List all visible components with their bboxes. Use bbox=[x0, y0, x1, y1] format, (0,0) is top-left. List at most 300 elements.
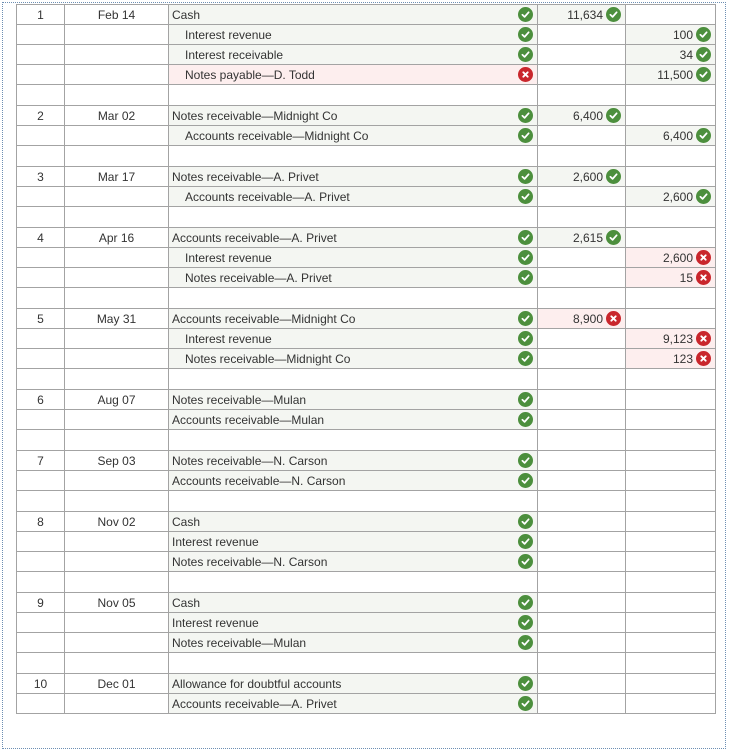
blank-cell bbox=[65, 653, 169, 674]
account-name: Accounts receivable—Midnight Co bbox=[185, 129, 369, 143]
account-name: Notes receivable—A. Privet bbox=[172, 170, 319, 184]
debit-input[interactable] bbox=[538, 106, 626, 126]
entry-date-cell bbox=[65, 268, 169, 288]
entry-date-cell bbox=[65, 167, 169, 187]
debit-input[interactable] bbox=[538, 187, 626, 207]
journal-row bbox=[17, 410, 716, 430]
entry-date-cell bbox=[65, 309, 169, 329]
journal-row bbox=[17, 349, 716, 369]
credit-input[interactable] bbox=[626, 167, 716, 187]
entry-separator-row bbox=[17, 146, 716, 167]
account-name: Cash bbox=[172, 596, 201, 610]
account-select[interactable] bbox=[169, 248, 538, 268]
debit-amount: 8,900 bbox=[572, 312, 603, 326]
blank-cell bbox=[626, 146, 716, 167]
check-circle-icon bbox=[518, 676, 533, 691]
account-select[interactable] bbox=[169, 349, 538, 369]
blank-cell bbox=[538, 288, 626, 309]
account-select[interactable] bbox=[169, 410, 538, 430]
blank-cell bbox=[538, 369, 626, 390]
debit-amount: 2,615 bbox=[572, 231, 603, 245]
credit-input[interactable] bbox=[626, 451, 716, 471]
credit-input[interactable] bbox=[626, 613, 716, 633]
blank-cell bbox=[169, 146, 538, 167]
account-select[interactable] bbox=[169, 25, 538, 45]
check-circle-icon bbox=[518, 108, 533, 123]
entry-number: 4 bbox=[37, 230, 44, 245]
account-select[interactable] bbox=[169, 694, 538, 714]
entry-separator-row bbox=[17, 85, 716, 106]
account-name: Accounts receivable—Mulan bbox=[172, 413, 325, 427]
blank-cell bbox=[538, 146, 626, 167]
check-circle-icon bbox=[518, 27, 533, 42]
entry-date: Feb 14 bbox=[97, 7, 136, 22]
account-name: Allowance for doubtful accounts bbox=[172, 677, 342, 691]
blank-cell bbox=[65, 572, 169, 593]
journal-row bbox=[17, 309, 716, 329]
check-circle-icon bbox=[518, 554, 533, 569]
journal-row bbox=[17, 532, 716, 552]
check-circle-icon bbox=[518, 412, 533, 427]
debit-input[interactable] bbox=[538, 268, 626, 288]
journal-row bbox=[17, 5, 716, 25]
entry-date-cell bbox=[65, 512, 169, 532]
blank-cell bbox=[626, 491, 716, 512]
debit-input[interactable] bbox=[538, 65, 626, 85]
credit-input[interactable] bbox=[626, 532, 716, 552]
debit-input[interactable] bbox=[538, 674, 626, 694]
credit-amount: 9,123 bbox=[662, 332, 693, 346]
entry-number-cell bbox=[17, 25, 65, 45]
entry-date-cell bbox=[65, 532, 169, 552]
journal-row bbox=[17, 593, 716, 613]
credit-input[interactable] bbox=[626, 329, 716, 349]
entry-date: Mar 17 bbox=[97, 169, 136, 184]
account-select[interactable] bbox=[169, 633, 538, 653]
entry-number-cell bbox=[17, 613, 65, 633]
check-circle-icon bbox=[518, 514, 533, 529]
journal-row bbox=[17, 390, 716, 410]
check-circle-icon bbox=[518, 128, 533, 143]
credit-input[interactable] bbox=[626, 5, 716, 25]
entry-date-cell bbox=[65, 593, 169, 613]
credit-input[interactable] bbox=[626, 674, 716, 694]
debit-input[interactable] bbox=[538, 228, 626, 248]
debit-input[interactable] bbox=[538, 390, 626, 410]
debit-input[interactable] bbox=[538, 593, 626, 613]
entry-number-cell bbox=[17, 65, 65, 85]
entry-date-cell bbox=[65, 187, 169, 207]
debit-input[interactable] bbox=[538, 633, 626, 653]
blank-cell bbox=[17, 146, 65, 167]
entry-date: Sep 03 bbox=[97, 453, 136, 468]
account-name: Notes receivable—Mulan bbox=[172, 393, 307, 407]
entry-date-cell bbox=[65, 248, 169, 268]
credit-input[interactable] bbox=[626, 633, 716, 653]
account-name: Notes payable—D. Todd bbox=[185, 68, 315, 82]
entry-number-cell bbox=[17, 694, 65, 714]
account-select[interactable] bbox=[169, 532, 538, 552]
entry-number-cell bbox=[17, 187, 65, 207]
credit-input[interactable] bbox=[626, 126, 716, 146]
entry-date: Apr 16 bbox=[98, 230, 135, 245]
account-name: Notes receivable—A. Privet bbox=[185, 271, 332, 285]
account-select[interactable] bbox=[169, 167, 538, 187]
blank-cell bbox=[538, 491, 626, 512]
account-name: Notes receivable—Midnight Co bbox=[185, 352, 351, 366]
debit-input[interactable] bbox=[538, 349, 626, 369]
blank-cell bbox=[65, 146, 169, 167]
entry-date-cell bbox=[65, 451, 169, 471]
check-circle-icon bbox=[518, 696, 533, 711]
account-name: Interest receivable bbox=[185, 48, 284, 62]
account-name: Notes receivable—Midnight Co bbox=[172, 109, 338, 123]
credit-amount: 100 bbox=[672, 28, 693, 42]
debit-input[interactable] bbox=[538, 613, 626, 633]
account-select[interactable] bbox=[169, 106, 538, 126]
x-circle-icon bbox=[696, 351, 711, 366]
blank-cell bbox=[17, 85, 65, 106]
blank-cell bbox=[65, 430, 169, 451]
journal-row bbox=[17, 25, 716, 45]
entry-number-cell bbox=[17, 512, 65, 532]
debit-input[interactable] bbox=[538, 694, 626, 714]
entry-number-cell bbox=[17, 674, 65, 694]
entry-date-cell bbox=[65, 674, 169, 694]
account-name: Notes receivable—N. Carson bbox=[172, 454, 328, 468]
blank-cell bbox=[538, 207, 626, 228]
entry-date-cell bbox=[65, 25, 169, 45]
account-name: Notes receivable—N. Carson bbox=[172, 555, 328, 569]
credit-input[interactable] bbox=[626, 106, 716, 126]
account-name: Interest revenue bbox=[172, 535, 259, 549]
entry-number-cell bbox=[17, 329, 65, 349]
credit-input[interactable] bbox=[626, 248, 716, 268]
check-circle-icon bbox=[606, 7, 621, 22]
account-name: Interest revenue bbox=[185, 251, 272, 265]
blank-cell bbox=[169, 572, 538, 593]
account-name: Accounts receivable—A. Privet bbox=[185, 190, 350, 204]
entry-number-cell bbox=[17, 633, 65, 653]
account-select[interactable] bbox=[169, 187, 538, 207]
entry-date: Nov 02 bbox=[97, 514, 136, 529]
entry-date-cell bbox=[65, 410, 169, 430]
entry-date: Nov 05 bbox=[97, 595, 136, 610]
blank-cell bbox=[626, 207, 716, 228]
x-circle-icon bbox=[696, 331, 711, 346]
check-circle-icon bbox=[518, 453, 533, 468]
blank-cell bbox=[65, 491, 169, 512]
credit-input[interactable] bbox=[626, 410, 716, 430]
entry-number: 8 bbox=[37, 514, 44, 529]
entry-number-cell bbox=[17, 45, 65, 65]
credit-input[interactable] bbox=[626, 268, 716, 288]
journal-row bbox=[17, 228, 716, 248]
entry-date-cell bbox=[65, 329, 169, 349]
check-circle-icon bbox=[518, 615, 533, 630]
account-select[interactable] bbox=[169, 674, 538, 694]
credit-amount: 2,600 bbox=[662, 190, 693, 204]
entry-number: 5 bbox=[37, 311, 44, 326]
journal-row bbox=[17, 694, 716, 714]
entry-date-cell bbox=[65, 390, 169, 410]
entry-date-cell bbox=[65, 106, 169, 126]
blank-cell bbox=[169, 207, 538, 228]
entry-date: May 31 bbox=[96, 311, 137, 326]
check-circle-icon bbox=[518, 351, 533, 366]
debit-amount: 11,634 bbox=[567, 8, 603, 22]
entry-number: 1 bbox=[37, 7, 44, 22]
blank-cell bbox=[17, 430, 65, 451]
entry-date-cell bbox=[65, 552, 169, 572]
blank-cell bbox=[626, 572, 716, 593]
credit-input[interactable] bbox=[626, 65, 716, 85]
entry-number-cell bbox=[17, 532, 65, 552]
account-name: Cash bbox=[172, 515, 201, 529]
entry-number: 6 bbox=[37, 392, 44, 407]
journal-row bbox=[17, 248, 716, 268]
entry-number-cell bbox=[17, 248, 65, 268]
entry-number-cell bbox=[17, 268, 65, 288]
credit-amount: 123 bbox=[672, 352, 693, 366]
credit-input[interactable] bbox=[626, 593, 716, 613]
account-select[interactable] bbox=[169, 471, 538, 491]
entry-date-cell bbox=[65, 613, 169, 633]
credit-amount: 2,600 bbox=[662, 251, 693, 265]
x-circle-icon bbox=[696, 250, 711, 265]
blank-cell bbox=[17, 369, 65, 390]
check-circle-icon bbox=[518, 392, 533, 407]
blank-cell bbox=[169, 369, 538, 390]
debit-input[interactable] bbox=[538, 552, 626, 572]
entry-separator-row bbox=[17, 369, 716, 390]
account-select[interactable] bbox=[169, 5, 538, 25]
entry-date-cell bbox=[65, 349, 169, 369]
entry-separator-row bbox=[17, 207, 716, 228]
entry-date: Aug 07 bbox=[97, 392, 136, 407]
check-circle-icon bbox=[518, 47, 533, 62]
entry-number: 9 bbox=[37, 595, 44, 610]
blank-cell bbox=[17, 288, 65, 309]
check-circle-icon bbox=[696, 128, 711, 143]
account-select[interactable] bbox=[169, 329, 538, 349]
journal-row bbox=[17, 106, 716, 126]
journal-row bbox=[17, 268, 716, 288]
x-circle-icon bbox=[606, 311, 621, 326]
account-select[interactable] bbox=[169, 45, 538, 65]
blank-cell bbox=[538, 572, 626, 593]
entry-separator-row bbox=[17, 430, 716, 451]
credit-input[interactable] bbox=[626, 390, 716, 410]
entry-date-cell bbox=[65, 45, 169, 65]
account-select[interactable] bbox=[169, 65, 538, 85]
credit-input[interactable] bbox=[626, 309, 716, 329]
journal-row bbox=[17, 45, 716, 65]
journal-entry-rows bbox=[17, 5, 716, 714]
check-circle-icon bbox=[696, 47, 711, 62]
blank-cell bbox=[169, 85, 538, 106]
check-circle-icon bbox=[518, 230, 533, 245]
debit-input[interactable] bbox=[538, 167, 626, 187]
entry-separator-row bbox=[17, 288, 716, 309]
debit-input[interactable] bbox=[538, 451, 626, 471]
journal-row bbox=[17, 471, 716, 491]
blank-cell bbox=[169, 491, 538, 512]
blank-cell bbox=[626, 288, 716, 309]
check-circle-icon bbox=[518, 595, 533, 610]
journal-row bbox=[17, 187, 716, 207]
check-circle-icon bbox=[518, 169, 533, 184]
x-circle-icon bbox=[518, 67, 533, 82]
debit-input[interactable] bbox=[538, 512, 626, 532]
check-circle-icon bbox=[606, 230, 621, 245]
journal-row bbox=[17, 613, 716, 633]
credit-input[interactable] bbox=[626, 512, 716, 532]
check-circle-icon bbox=[518, 534, 533, 549]
credit-input[interactable] bbox=[626, 25, 716, 45]
entry-number-cell bbox=[17, 471, 65, 491]
entry-number-cell bbox=[17, 167, 65, 187]
entry-number-cell bbox=[17, 349, 65, 369]
account-name: Interest revenue bbox=[172, 616, 259, 630]
check-circle-icon bbox=[696, 189, 711, 204]
entry-number-cell bbox=[17, 552, 65, 572]
credit-input[interactable] bbox=[626, 187, 716, 207]
debit-amount: 2,600 bbox=[572, 170, 603, 184]
credit-input[interactable] bbox=[626, 694, 716, 714]
blank-cell bbox=[538, 653, 626, 674]
debit-amount: 6,400 bbox=[572, 109, 603, 123]
debit-input[interactable] bbox=[538, 309, 626, 329]
credit-input[interactable] bbox=[626, 349, 716, 369]
blank-cell bbox=[17, 572, 65, 593]
entry-date-cell bbox=[65, 471, 169, 491]
journal-row bbox=[17, 552, 716, 572]
debit-input[interactable] bbox=[538, 471, 626, 491]
blank-cell bbox=[65, 369, 169, 390]
entry-number: 3 bbox=[37, 169, 44, 184]
check-circle-icon bbox=[606, 108, 621, 123]
entry-number-cell bbox=[17, 309, 65, 329]
debit-input[interactable] bbox=[538, 5, 626, 25]
blank-cell bbox=[626, 85, 716, 106]
blank-cell bbox=[17, 653, 65, 674]
account-name: Interest revenue bbox=[185, 28, 272, 42]
debit-input[interactable] bbox=[538, 25, 626, 45]
entry-date-cell bbox=[65, 633, 169, 653]
entry-number-cell bbox=[17, 593, 65, 613]
journal-row bbox=[17, 65, 716, 85]
debit-input[interactable] bbox=[538, 45, 626, 65]
journal-entry-table bbox=[16, 4, 716, 714]
journal-row bbox=[17, 633, 716, 653]
debit-input[interactable] bbox=[538, 248, 626, 268]
account-select[interactable] bbox=[169, 126, 538, 146]
entry-number: 10 bbox=[33, 676, 48, 691]
entry-number-cell bbox=[17, 228, 65, 248]
blank-cell bbox=[626, 369, 716, 390]
credit-amount: 11,500 bbox=[657, 68, 693, 82]
account-select[interactable] bbox=[169, 390, 538, 410]
check-circle-icon bbox=[518, 7, 533, 22]
account-select[interactable] bbox=[169, 613, 538, 633]
account-name: Notes receivable—Mulan bbox=[172, 636, 307, 650]
blank-cell bbox=[65, 85, 169, 106]
blank-cell bbox=[17, 207, 65, 228]
account-select[interactable] bbox=[169, 593, 538, 613]
entry-number-cell bbox=[17, 390, 65, 410]
debit-input[interactable] bbox=[538, 532, 626, 552]
check-circle-icon bbox=[518, 270, 533, 285]
check-circle-icon bbox=[606, 169, 621, 184]
blank-cell bbox=[65, 288, 169, 309]
credit-amount: 34 bbox=[679, 48, 693, 62]
account-name: Accounts receivable—A. Privet bbox=[172, 231, 337, 245]
credit-amount: 15 bbox=[679, 271, 693, 285]
credit-amount: 6,400 bbox=[662, 129, 693, 143]
entry-number-cell bbox=[17, 410, 65, 430]
entry-number-cell bbox=[17, 126, 65, 146]
account-name: Interest revenue bbox=[185, 332, 272, 346]
entry-number-cell bbox=[17, 106, 65, 126]
account-name: Accounts receivable—Midnight Co bbox=[172, 312, 356, 326]
journal-row bbox=[17, 329, 716, 349]
account-select[interactable] bbox=[169, 552, 538, 572]
check-circle-icon bbox=[518, 250, 533, 265]
account-name: Cash bbox=[172, 8, 201, 22]
check-circle-icon bbox=[696, 67, 711, 82]
debit-input[interactable] bbox=[538, 126, 626, 146]
account-select[interactable] bbox=[169, 451, 538, 471]
journal-row bbox=[17, 126, 716, 146]
account-name: Accounts receivable—A. Privet bbox=[172, 697, 337, 711]
check-circle-icon bbox=[518, 189, 533, 204]
account-name: Accounts receivable—N. Carson bbox=[172, 474, 346, 488]
account-select[interactable] bbox=[169, 512, 538, 532]
credit-input[interactable] bbox=[626, 471, 716, 491]
check-circle-icon bbox=[518, 473, 533, 488]
check-circle-icon bbox=[518, 331, 533, 346]
credit-input[interactable] bbox=[626, 552, 716, 572]
debit-input[interactable] bbox=[538, 410, 626, 430]
entry-date: Mar 02 bbox=[97, 108, 136, 123]
credit-input[interactable] bbox=[626, 45, 716, 65]
blank-cell bbox=[169, 653, 538, 674]
account-select[interactable] bbox=[169, 268, 538, 288]
blank-cell bbox=[65, 207, 169, 228]
entry-date-cell bbox=[65, 694, 169, 714]
credit-input[interactable] bbox=[626, 228, 716, 248]
account-select[interactable] bbox=[169, 228, 538, 248]
check-circle-icon bbox=[518, 311, 533, 326]
entry-date-cell bbox=[65, 126, 169, 146]
entry-separator-row bbox=[17, 491, 716, 512]
blank-cell bbox=[169, 288, 538, 309]
blank-cell bbox=[626, 653, 716, 674]
account-select[interactable] bbox=[169, 309, 538, 329]
entry-number: 2 bbox=[37, 108, 44, 123]
entry-date: Dec 01 bbox=[97, 676, 136, 691]
entry-separator-row bbox=[17, 653, 716, 674]
blank-cell bbox=[626, 430, 716, 451]
journal-row bbox=[17, 451, 716, 471]
entry-number: 7 bbox=[37, 453, 44, 468]
blank-cell bbox=[538, 85, 626, 106]
journal-row bbox=[17, 167, 716, 187]
entry-separator-row bbox=[17, 572, 716, 593]
entry-date-cell bbox=[65, 65, 169, 85]
debit-input[interactable] bbox=[538, 329, 626, 349]
